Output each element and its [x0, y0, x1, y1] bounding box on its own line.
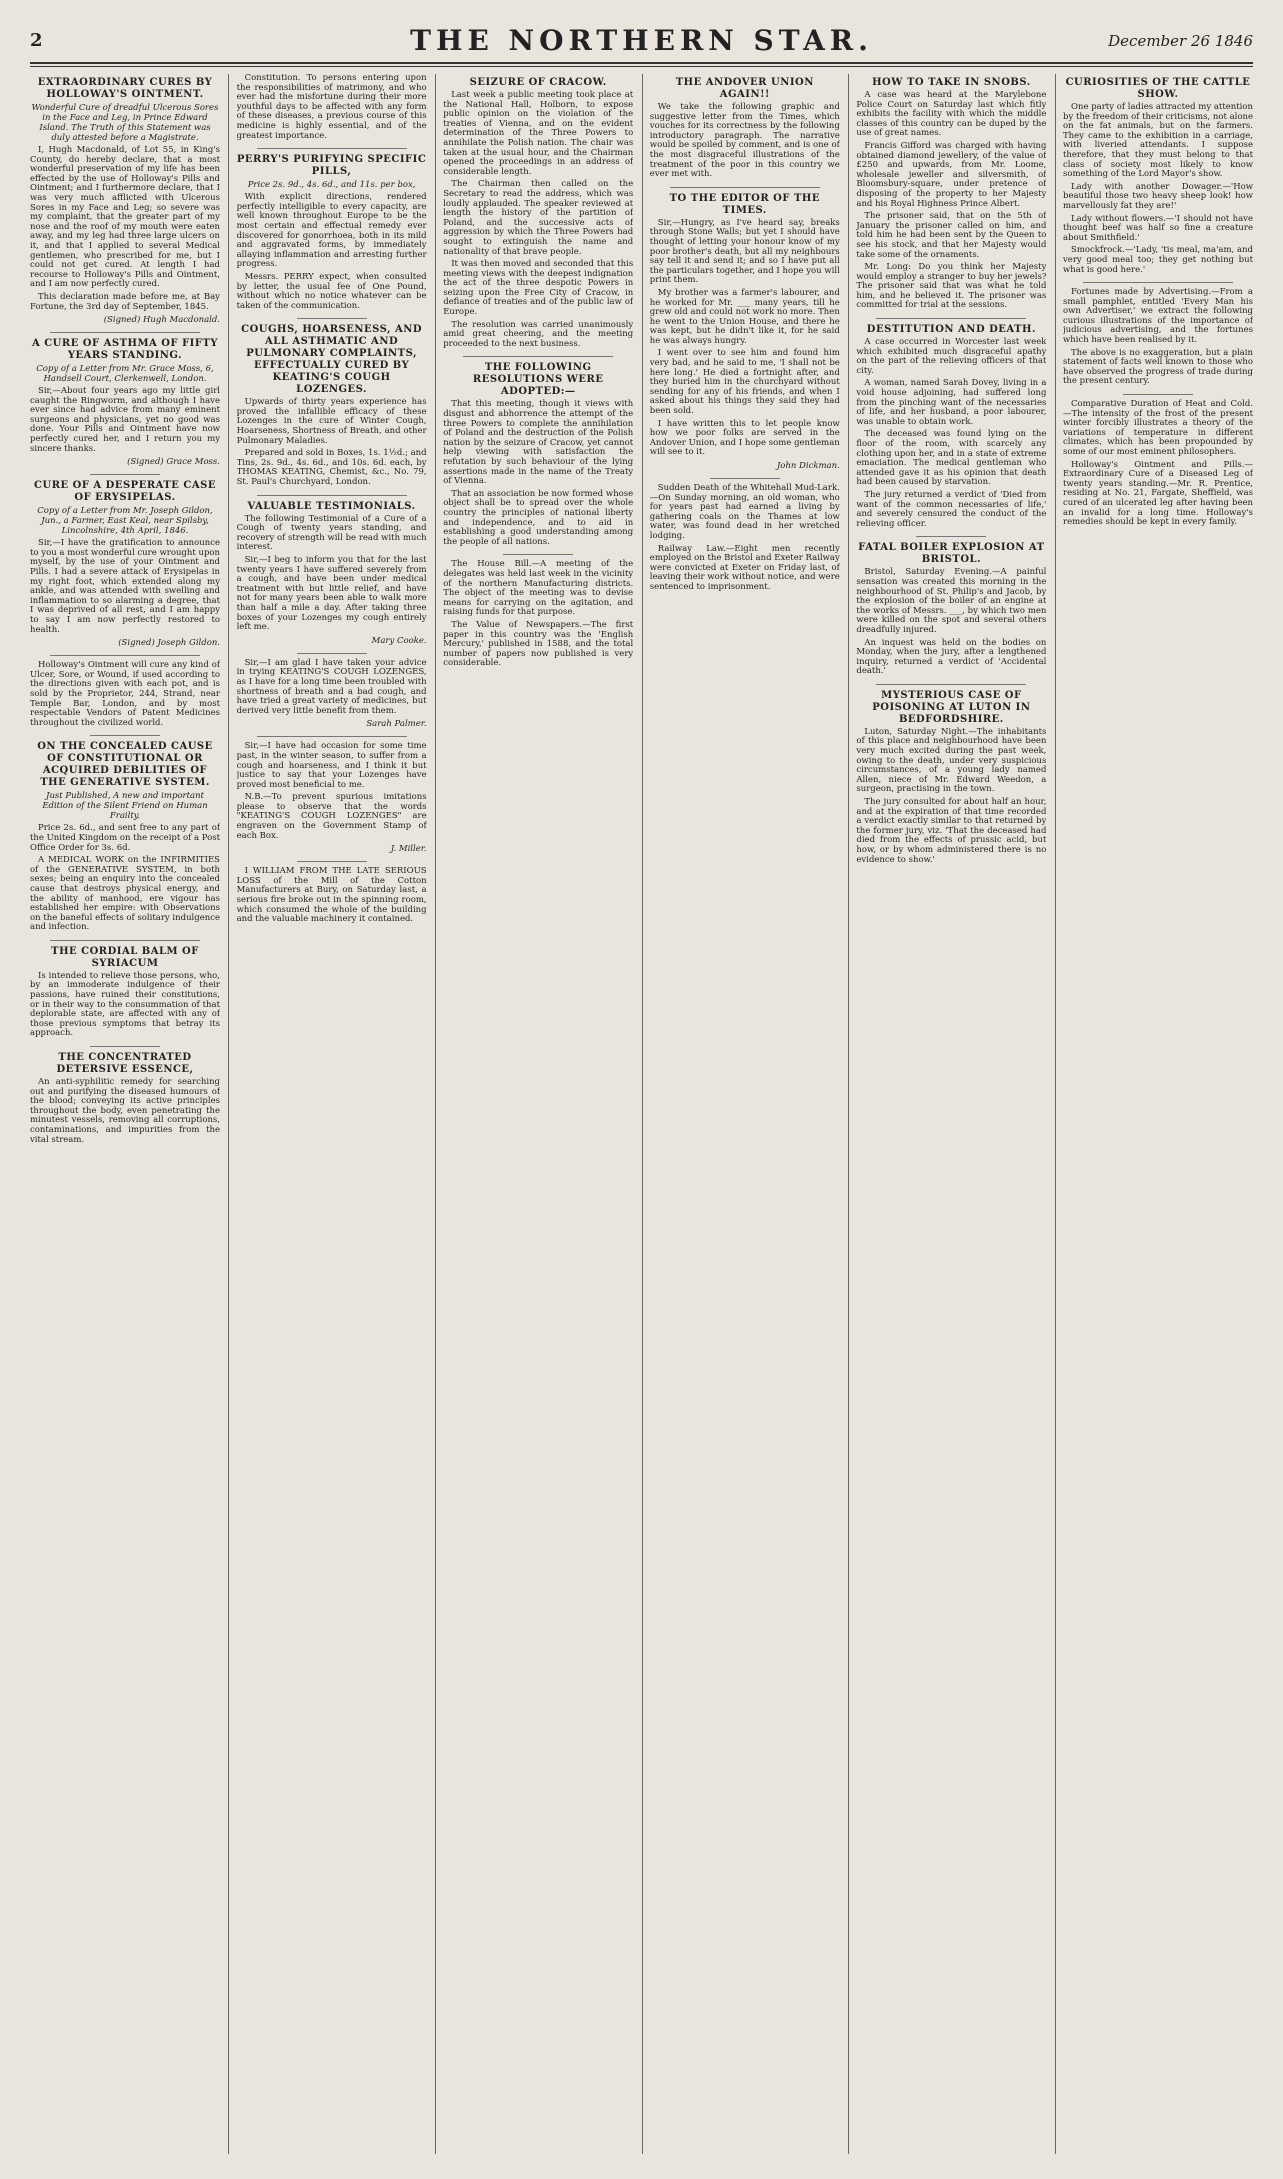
article-divider [1123, 394, 1193, 395]
column-rule [228, 74, 229, 2154]
article-headline: VALUABLE TESTIMONIALS. [247, 500, 416, 512]
article-divider [463, 356, 613, 357]
article-paragraph: I have written this to let people know how we poor folks are served in the Andover Union, and I hope some gentleman will see to it. [649, 418, 840, 458]
article-paragraph: The resolution was carried unanimously amid great cheering, and the meeting proceeded to the next business. [443, 319, 634, 349]
column-rule [848, 74, 849, 2154]
article-paragraph: My brother was a farmer's labourer, and he worked for Mr. ___ many years, till he grew old and could not work no more. Then he went to the Union House, and there he was kept, but he didn't like it, for he said he was always hungry. [649, 287, 840, 346]
column-5 [856, 74, 1046, 2154]
column-1 [30, 74, 220, 2154]
article-paragraph: An inquest was held on the bodies on Monday, when the jury, after a lengthened inquiry, returned a verdict of 'Accidental death.' [856, 637, 1047, 677]
article-paragraph: The jury returned a verdict of 'Died from want of the common necessaries of life,' and severely censured the conduct of the relieving officer. [856, 489, 1047, 529]
article [1063, 288, 1253, 387]
article-paragraph: Sudden Death of the Whitehall Mud-Lark.—On Sunday morning, an old woman, who for years past had earned a living by gathering coals on the Thames at low water, was found dead in her wretched lodging. [649, 483, 840, 541]
article [443, 560, 633, 669]
article-divider [297, 318, 367, 319]
column-3 [443, 74, 633, 2154]
article [30, 946, 220, 1039]
article-divider [50, 655, 200, 656]
article-subheading: Wonderful Cure of dreadful Ulcerous Sores in the Face and Leg, in Prince Edward Island. The Truth of this Statement was duly attested before a Magistrate. [31, 103, 219, 143]
article-paragraph: Smockfrock.—'Lady, 'tis meal, ma'am, and very good meal too; they get nothing but what is good here.' [1063, 245, 1253, 275]
article-paragraph: A woman, named Sarah Dovey, living in a void house adjoining, had suffered long from the pinching want of the necessaries of life, and her husband, a poor labourer, was unable to obtain work. [856, 378, 1047, 427]
article-paragraph: Prepared and sold in Boxes, 1s. 1½d.; and Tins, 2s. 9d., 4s. 6d., and 10s. 6d. each, by THOMAS KEATING, Chemist, &c., No. 79, St. Paul's Churchyard, London. [236, 448, 427, 488]
article-divider [670, 187, 820, 188]
article [30, 480, 220, 648]
article [237, 867, 427, 925]
column-2 [237, 74, 427, 2154]
article-headline: PERRY'S PURIFYING SPECIFIC PILLS, [236, 154, 427, 178]
article [1063, 400, 1253, 528]
article-divider [90, 1046, 160, 1047]
article-paragraph: Lady without flowers.—'I should not have thought beef was half so fine a creature about Smithfield.' [1063, 213, 1253, 243]
article [30, 1052, 220, 1145]
column-6 [1063, 74, 1253, 2154]
article-headline: THE CORDIAL BALM OF SYRIACUM [51, 945, 199, 969]
article [237, 501, 427, 646]
article-divider [50, 332, 200, 333]
article-paragraph: Is intended to relieve those persons, who, by an immoderate indulgence of their passions, have ruined their constitutions, or in their way to the consummation of that deplorable state, are affected with any of those previous symptoms that betray its approach. [30, 970, 220, 1039]
article-paragraph: That this meeting, though it views with disgust and abhorrence the attempt of the three Powers to complete the annihilation of Poland and the destruction of the Polish nation by the seizure of Cracow, yet cannot help viewing with satisfaction the refutation by such behaviour of the lying assertions made in the name of the Treaty of Vienna. [443, 399, 634, 487]
article-subheading: Price 2s. 9d., 4s. 6d., and 11s. per box, [247, 180, 416, 191]
article-paragraph: We take the following graphic and suggestive letter from the Times, which vouches for its correctness by the following introductory paragraph. The narrative would be spoiled by comment, and is one of the most disgraceful illustrations of the treatment of the poor in this country we ever met with. [649, 102, 840, 180]
article-paragraph: Last week a public meeting took place at the National Hall, Holborn, to expose public opinion on the violation of the treaties of Vienna, and on the evident determination of the Three Powers to annihilate the Polish nation. The chair was taken at the usual hour, and the Chairman opened the proceedings in an address of considerable length. [443, 90, 634, 177]
article-paragraph: Francis Gifford was charged with having obtained diamond jewellery, of the value of £250 and upwards, from Mr. Loome, wholesale jeweller and silversmith, of Bloomsbury-square, under pretence of disposing of the property to her Majesty and his Royal Highness Prince Albert. [856, 140, 1047, 209]
article-paragraph: With explicit directions, rendered perfectly intelligible to every capacity, are well known throughout Europe to be the most certain and effectual remedy ever discovered for gonorrhoea, both in its mild and aggravated forms, by immediately allaying inflammation and arresting further progress. [236, 192, 427, 270]
article-paragraph: A case was heard at the Marylebone Police Court on Saturday last which fitly exhibits the facility with which the middle classes of this country can be duped by the use of great names. [856, 90, 1047, 139]
article [30, 338, 220, 467]
article-paragraph: The prisoner said, that on the 5th of January the prisoner called on him, and told him he had been sent by the Queen to see his stock, and that her Majesty would take some of the ornaments. [856, 211, 1047, 260]
article [650, 193, 840, 471]
article-divider [90, 735, 160, 736]
article-divider [50, 940, 200, 941]
article [443, 77, 633, 349]
article-paragraph: I went over to see him and found him very bad, and he said to me, 'I shall not be here long.' He died a fortnight after, and they buried him in the churchyard without sending for any of his friends, and when I asked about his things they said they had been sold. [649, 348, 840, 417]
issue-date: December 26 1846 [1108, 32, 1253, 50]
article-headline: THE ANDOVER UNION AGAIN!! [675, 77, 814, 100]
article-paragraph: An anti-syphilitic remedy for searching out and purifying the diseased humours of the blood; conveying its active principles throughout the body, even penetrating the minutest vessels, removing all corruptions, contaminations, and impurities from the vital stream. [30, 1077, 220, 1145]
article-paragraph: Comparative Duration of Heat and Cold.—The intensity of the frost of the present winter forcibly illustrates a theory of the variations of temperature in different climates, which has been propounded by some of our most eminent philosophers. [1063, 399, 1253, 457]
column-rule [435, 74, 436, 2154]
article-paragraph: The above is no exaggeration, but a plain statement of facts well known to those who have observed the progress of trade during the present century. [1063, 347, 1253, 387]
article-subheading: Copy of a Letter from Mr. Grace Moss, 6, Handsell Court, Clerkenwell, London. [36, 364, 214, 385]
article [237, 742, 427, 854]
article-headline: CURIOSITIES OF THE CATTLE SHOW. [1065, 77, 1251, 100]
article-divider [916, 536, 986, 537]
article [856, 324, 1046, 529]
masthead-rule-thin [30, 66, 1253, 67]
article [856, 542, 1046, 677]
article [650, 484, 840, 593]
article-paragraph: Fortunes made by Advertising.—From a small pamphlet, entitled 'Every Man his own Advertiser,' we extract the following curious illustrations of the importance of judicious advertising, and the fortunes which have been realised by it. [1063, 287, 1253, 346]
column-rule [1055, 74, 1056, 2154]
article-divider [876, 684, 1026, 685]
article-signature: (Signed) Grace Moss. [127, 457, 220, 468]
article [856, 77, 1046, 311]
article-divider [297, 653, 367, 654]
article-headline: COUGHS, HOARSENESS, AND ALL ASTHMATIC AND PULMONARY COMPLAINTS, EFFECTUALLY CURED BY KEATING'S COUGH LOZENGES. [241, 324, 423, 396]
article-headline: DESTITUTION AND DEATH. [866, 324, 1036, 336]
article-paragraph: The Value of Newspapers.—The first paper in this country was the 'English Mercury,' published in 1588, and the total number of papers now published is very considerable. [443, 619, 634, 669]
article-headline: FATAL BOILER EXPLOSION AT BRISTOL. [858, 542, 1045, 566]
article-paragraph: Sir,—Hungry, as I've heard say, breaks through Stone Walls; but yet I should have thought of letting your honour know of my poor brother's death, but all my neighbours say tell it and send it; and so I have put all the particulars together, and I hope you will print them. [649, 217, 840, 286]
article-paragraph: Price 2s. 6d., and sent free to any part of the United Kingdom on the receipt of a Post Office Order for 3s. 6d. [30, 823, 220, 853]
article-paragraph: The House Bill.—A meeting of the delegates was held last week in the vicinity of the northern Manufacturing districts. The object of the meeting was to devise means for carrying on the agitation, and raising funds for that purpose. [443, 559, 634, 618]
article-paragraph: Sir,—About four years ago my little girl caught the Ringworm, and although I have ever since had advice from many eminent surgeons and physicians, yet no good was done. Your Pills and Ointment have now perfectly cured her, and I return you my sincere thanks. [30, 386, 220, 454]
article-headline: THE CONCENTRATED DETERSIVE ESSENCE, [56, 1052, 194, 1076]
article-paragraph: Holloway's Ointment will cure any kind of Ulcer, Sore, or Wound, if used according to the directions given with each pot, and is sold by the Proprietor, 244, Strand, near Temple Bar, London, and by most respectable Vendors of Patent Medicines throughout the civilized world. [30, 660, 220, 728]
article-paragraph: Messrs. PERRY expect, when consulted by letter, the usual fee of One Pound, without which no notice whatever can be taken of the communication. [236, 271, 427, 311]
article-headline: TO THE EDITOR OF THE TIMES. [669, 192, 820, 216]
article [30, 661, 220, 728]
columns-container [30, 74, 1253, 2154]
article-signature: (Signed) Hugh Macdonald. [103, 315, 220, 326]
article-divider [90, 474, 160, 475]
article-subheading: Just Published, A new and important Edition of the Silent Friend on Human Frailty. [42, 791, 208, 822]
article-paragraph: A MEDICAL WORK on the INFIRMITIES of the GENERATIVE SYSTEM, in both sexes; being an enquiry into the concealed cause that destroys physical energy, and the ability of manhood, ere vigour has established her empire: with Observations on the baneful effects of solitary indulgence and infection. [30, 855, 220, 933]
article-headline: ON THE CONCEALED CAUSE OF CONSTITUTIONAL OR ACQUIRED DEBILITIES OF THE GENERATIVE SYSTEM. [37, 741, 213, 789]
article-headline: SEIZURE OF CRACOW. [469, 77, 607, 88]
article [1063, 77, 1253, 275]
masthead-rule [30, 62, 1253, 64]
article-headline: A CURE OF ASTHMA OF FIFTY YEARS STANDING. [31, 338, 219, 362]
article [237, 74, 427, 141]
article-divider [876, 318, 1026, 319]
article-paragraph: I WILLIAM FROM THE LATE SERIOUS LOSS of the Mill of the Cotton Manufacturers at Bury, on Saturday last, a serious fire broke out in the spinning room, which consumed the whole of the building and the valuable machinery it contained. [236, 866, 427, 925]
article-paragraph: Lady with another Dowager.—'How beautiful those two heavy sheep look! how marvellously fat they are!' [1063, 181, 1253, 211]
article-headline: HOW TO TAKE IN SNOBS. [872, 77, 1031, 88]
article [30, 741, 220, 933]
article-paragraph: Sir,—I beg to inform you that for the last twenty years I have suffered severely from a cough, and have been under medical treatment with but little relief, and have not for many years been able to walk more than half a mile a day. After taking three boxes of your Lozenges my cough entirely left me. [236, 555, 427, 633]
article [443, 362, 633, 547]
article-paragraph: Holloway's Ointment and Pills.—Extraordinary Cure of a Diseased Leg of twenty years standing.—Mr. R. Prentice, residing at No. 21, Fargate, Sheffield, was cured of an ulcerated leg after having been an invalid for a long time. Holloway's remedies should be kept in every family. [1063, 459, 1253, 528]
article-paragraph: Luton, Saturday Night.—The inhabitants of this place and neighbourhood have been very much excited during the past week, owing to the death, under very suspicious circumstances, of a young lady named Allen, niece of Mr. Edward Weedon, a surgeon, practising in the town. [856, 726, 1047, 795]
article-paragraph: This declaration made before me, at Bay Fortune, the 3rd day of September, 1845. [30, 291, 220, 312]
article-paragraph: One party of ladies attracted my attention by the freedom of their criticisms, not alone on the fat animals, but on the farmers. They came to the exhibition in a carriage, with liveried attendants. I suppose therefore, that they must belong to that class of society most likely to know something of the Lord Mayor's show. [1063, 102, 1253, 180]
article-divider [257, 495, 407, 496]
article-signature: (Signed) Joseph Gildon. [118, 638, 220, 649]
article [856, 690, 1046, 865]
article-signature: John Dickman. [776, 461, 840, 471]
article-paragraph: Sir,—I have had occasion for some time past, in the winter season, to suffer from a cough and hoarseness, and I think it but justice to say that your Lozenges have proved most beneficial to me. [236, 741, 427, 790]
article-paragraph: The deceased was found lying on the floor of the room, with scarcely any clothing upon her, and in a state of extreme emaciation. The medical gentleman who attended gave it as his opinion that death had been caused by starvation. [856, 429, 1047, 488]
article-headline: THE FOLLOWING RESOLUTIONS WERE ADOPTED:— [472, 362, 604, 398]
newspaper-title: THE NORTHERN STAR. [410, 24, 873, 57]
article [30, 77, 220, 325]
article-paragraph: Sir,—I am glad I have taken your advice in trying KEATING'S COUGH LOZENGES, as I have for a long time been troubled with shortness of breath and a bad cough, and have tried a great variety of medicines, but derived very little benefit from them. [236, 657, 427, 716]
article-paragraph: The following Testimonial of a Cure of a Cough of twenty years standing, and recovery of strength will be read with much interest. [236, 513, 427, 553]
article-paragraph: That an association be now formed whose object shall be to spread over the whole country the principles of national liberty and independence, and to aid in establishing a good understanding among the people of all nations. [443, 488, 634, 547]
article-paragraph: Mr. Long: Do you think her Majesty would employ a stranger to buy her jewels? The prisoner said that was what he told him, and he believed it. The prisoner was committed for trial at the sessions. [856, 262, 1047, 311]
article [237, 324, 427, 487]
article-divider [297, 861, 367, 862]
article-paragraph: Railway Law.—Eight men recently employed on the Bristol and Exeter Railway were convicted at Exeter on Friday last, of leaving their work without notice, and were sentenced to imprisonment. [649, 543, 840, 592]
article-paragraph: Constitution. To persons entering upon the responsibilities of matrimony, and who ever had the misfortune during their more youthful days to be affected with any form of these diseases, a previous course of this medicine is highly essential, and of the greatest importance. [236, 74, 427, 141]
article-signature: J. Miller. [390, 844, 427, 855]
article-paragraph: Upwards of thirty years experience has proved the infallible efficacy of these Lozenges in the cure of Winter Cough, Hoarseness, Shortness of Breath, and other Pulmonary Maladies. [236, 397, 427, 446]
article-divider [1083, 282, 1233, 283]
article-paragraph: Bristol, Saturday Evening.—A painful sensation was created this morning in the neighbourhood of St. Philip's and Jacob, by the explosion of the boiler of an engine at the works of Messrs. ___, by which two men were killed on the spot and several others dreadfully injured. [856, 567, 1047, 635]
article [650, 77, 840, 180]
article-divider [710, 478, 780, 479]
article-paragraph: The jury consulted for about half an hour, and at the expiration of that time recorded a verdict exactly similar to that returned by the former jury, viz. 'That the deceased had died from the effects of prussic acid, but how, or by whom administered there is no evidence to show.' [856, 797, 1047, 865]
article-paragraph: A case occurred in Worcester last week which exhibited much disgraceful apathy on the part of the relieving officers of that city. [856, 337, 1047, 376]
article-signature: Sarah Palmer. [366, 719, 427, 730]
article-paragraph: N.B.—To prevent spurious imitations please to observe that the words "KEATING'S COUGH LOZENGES" are engraven on the Government Stamp of each Box. [236, 792, 427, 841]
article-subheading: Copy of a Letter from Mr. Joseph Gildon, Jun., a Farmer, East Keal, near Spilsby, Lincolnshire, 4th April, 1846. [37, 506, 213, 537]
column-4 [650, 74, 840, 2154]
column-rule [642, 74, 643, 2154]
article [237, 659, 427, 730]
page-number: 2 [30, 30, 43, 51]
article-paragraph: I, Hugh Macdonald, of Lot 55, in King's County, do hereby declare, that a most wonderful preservation of my life has been effected by the use of Holloway's Pills and Ointment; and I furthermore declare, that I was very much afflicted with Ulcerous Sores in my Face and Leg; so severe was my complaint, that the greater part of my nose and the roof of my mouth were eaten away, and my leg had three large ulcers on it, and that I applied to several Medical gentlemen, who prescribed for me, but I could not get cured. At length I had recourse to Holloway's Pills and Ointment, and I am now perfectly cured. [30, 145, 220, 290]
article-headline: MYSTERIOUS CASE OF POISONING AT LUTON IN BEDFORDSHIRE. [872, 689, 1031, 725]
article-divider [257, 736, 407, 737]
article-paragraph: The Chairman then called on the Secretary to read the address, which was loudly applauded. The speaker reviewed at length the history of the partition of Poland, and the successive acts of aggression by which the Three Powers had sought to extinguish the name and nationality of that brave people. [443, 179, 634, 257]
masthead [30, 20, 1253, 60]
article-headline: CURE OF A DESPERATE CASE OF ERYSIPELAS. [34, 480, 216, 504]
article-paragraph: It was then moved and seconded that this meeting views with the deepest indignation the act of the three despotic Powers in seizing upon the Free City of Cracow, in defiance of treaties and of the public law of Europe. [443, 259, 634, 318]
article-divider [503, 554, 573, 555]
article [237, 154, 427, 311]
article-divider [257, 148, 407, 149]
article-headline: EXTRAORDINARY CURES BY HOLLOWAY'S OINTMENT. [37, 77, 213, 100]
article-signature: Mary Cooke. [371, 635, 427, 646]
article-paragraph: Sir,—I have the gratification to announce to you a most wonderful cure wrought upon myself, by the use of your Ointment and Pills. I had a severe attack of Erysipelas in my right foot, which extended along my ankle, and was attended with swelling and inflammation to so alarming a degree, that I was deprived of all rest, and I am happy to say I am now perfectly restored to health. [30, 538, 220, 635]
